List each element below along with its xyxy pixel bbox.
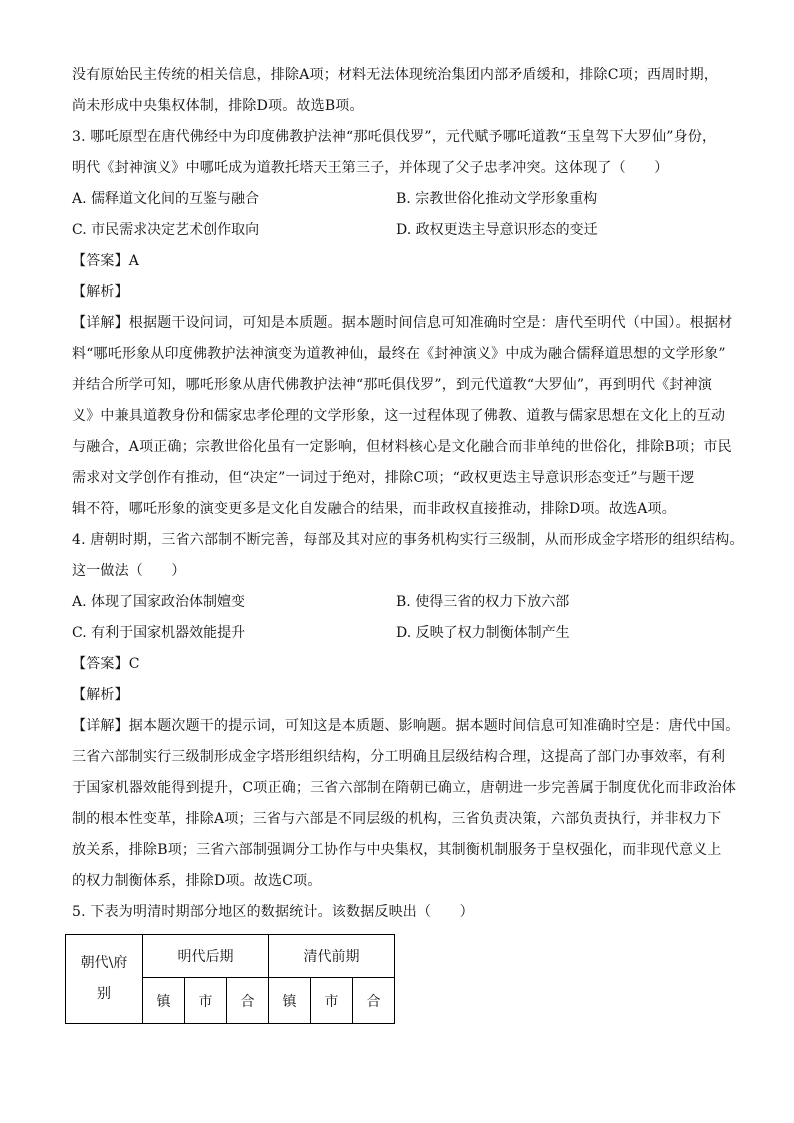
q4-detail-line: 【详解】据本题次题干的提示词，可知这是本质题、影响题。据本题时间信息可知准确时空是：唐代中国。 bbox=[72, 718, 740, 734]
q4-detail-line: 的权力制衡体系，排除D项。故选C项。 bbox=[72, 873, 322, 889]
q3-detail-line: 并结合所学可知，哪吒形象从唐代佛教护法神“那吒俱伐罗”，到元代道教“大罗仙”，再到明代《封神演 bbox=[72, 377, 713, 393]
row-header-line: 朝代\府 bbox=[80, 955, 128, 971]
sub-column-header: 市 bbox=[311, 978, 353, 1024]
table-row-header bbox=[66, 935, 143, 1024]
q4-analysis-heading: 【解析】 bbox=[72, 687, 129, 703]
table-row bbox=[66, 935, 395, 978]
q3-detail-line: 料“哪吒形象从印度佛教护法神演变为道教神仙，最终在《封神演义》中成为融合儒释道思想的文学形象” bbox=[72, 346, 726, 362]
q3-answer: 【答案】A bbox=[72, 253, 140, 269]
sub-column-header: 镇 bbox=[269, 978, 311, 1024]
q5-stem: 5. 下表为明清时期部分地区的数据统计。该数据反映出（ ） bbox=[72, 904, 474, 920]
column-group-header: 明代后期 bbox=[143, 935, 269, 978]
q3-options-row bbox=[72, 215, 740, 246]
q4-detail-line: 制的根本性变革，排除A项；三省与六部是不同层级的机构，三省负责决策，六部负责执行，并非权力下 bbox=[72, 811, 722, 827]
q3-option-b: B. 宗教世俗化推动文学形象重构 bbox=[396, 191, 598, 207]
q4-option-c: C. 有利于国家机器效能提升 bbox=[72, 625, 246, 641]
q4-detail-line: 于国家机器效能得到提升，C项正确；三省六部制在隋朝已确立，唐朝进一步完善属于制度优化而非政治体 bbox=[72, 780, 737, 796]
q3-stem-line: 明代《封神演义》中哪吒成为道教托塔天王第三子，并体现了父子忠孝冲突。这体现了（ ） bbox=[72, 160, 669, 176]
q4-option-a: A. 体现了国家政治体制嬗变 bbox=[72, 594, 246, 610]
q3-detail-line: 义》中兼具道教身份和儒家忠孝伦理的文学形象，这一过程体现了佛教、道教与儒家思想在文化上的互动 bbox=[72, 408, 726, 424]
q5-data-table bbox=[65, 934, 395, 1024]
q3-option-c: C. 市民需求决定艺术创作取向 bbox=[72, 222, 260, 238]
q4-options-row bbox=[72, 618, 740, 649]
q4-options-row bbox=[72, 587, 740, 618]
q3-detail-line: 【详解】根据题干设问词，可知是本质题。据本题时间信息可知准确时空是：唐代至明代（中国）。根据材 bbox=[72, 315, 733, 331]
q3-detail-line: 需求对文学创作有推动，但“决定”一词过于绝对，排除C项；“政权更迭主导意识形态变迁”与题干逻 bbox=[72, 470, 695, 486]
q4-stem-line: 这一做法（ ） bbox=[72, 563, 186, 579]
document-page bbox=[72, 60, 744, 1024]
intro-line: 没有原始民主传统的相关信息，排除A项；材料无法体现统治集团内部矛盾缓和，排除C项；西周时期， bbox=[72, 67, 719, 83]
q3-analysis-heading: 【解析】 bbox=[72, 284, 129, 300]
q3-detail-line: 辑不符，哪吒形象的演变更多是文化自发融合的结果，而非政权直接推动，排除D项。故选A项。 bbox=[72, 501, 676, 517]
q4-detail-line: 放关系，排除B项；三省六部制强调分工协作与中央集权，其制衡机制服务于皇权强化，而非现代意义上 bbox=[72, 842, 722, 858]
column-group-header: 清代前期 bbox=[269, 935, 395, 978]
sub-column-header: 镇 bbox=[143, 978, 185, 1024]
q3-options-row bbox=[72, 184, 740, 215]
intro-line: 尚未形成中央集权体制，排除D项。故选B项。 bbox=[72, 98, 364, 114]
q4-option-b: B. 使得三省的权力下放六部 bbox=[396, 594, 570, 610]
sub-column-header: 市 bbox=[185, 978, 227, 1024]
q4-answer: 【答案】C bbox=[72, 656, 140, 672]
row-header-line: 别 bbox=[97, 986, 111, 1002]
q4-detail-line: 三省六部制实行三级制形成金字塔形组织结构，分工明确且层级结构合理，这提高了部门办事效率，有利 bbox=[72, 749, 726, 765]
q4-option-d: D. 反映了权力制衡体制产生 bbox=[396, 625, 570, 641]
sub-column-header: 合 bbox=[353, 978, 395, 1024]
q3-detail-line: 与融合，A项正确；宗教世俗化虽有一定影响，但材料核心是文化融合而非单纯的世俗化，排除B项；市民 bbox=[72, 439, 732, 455]
q3-stem-line: 3. 哪吒原型在唐代佛经中为印度佛教护法神“那吒俱伐罗”，元代赋予哪吒道教“玉皇驾下大罗仙”身份， bbox=[72, 129, 717, 145]
q3-option-d: D. 政权更迭主导意识形态的变迁 bbox=[396, 222, 598, 238]
q3-option-a: A. 儒释道文化间的互鉴与融合 bbox=[72, 191, 260, 207]
q4-stem-line: 4. 唐朝时期，三省六部制不断完善，每部及其对应的事务机构实行三级制，从而形成金字塔形的组织结构。 bbox=[72, 532, 744, 548]
sub-column-header: 合 bbox=[227, 978, 269, 1024]
